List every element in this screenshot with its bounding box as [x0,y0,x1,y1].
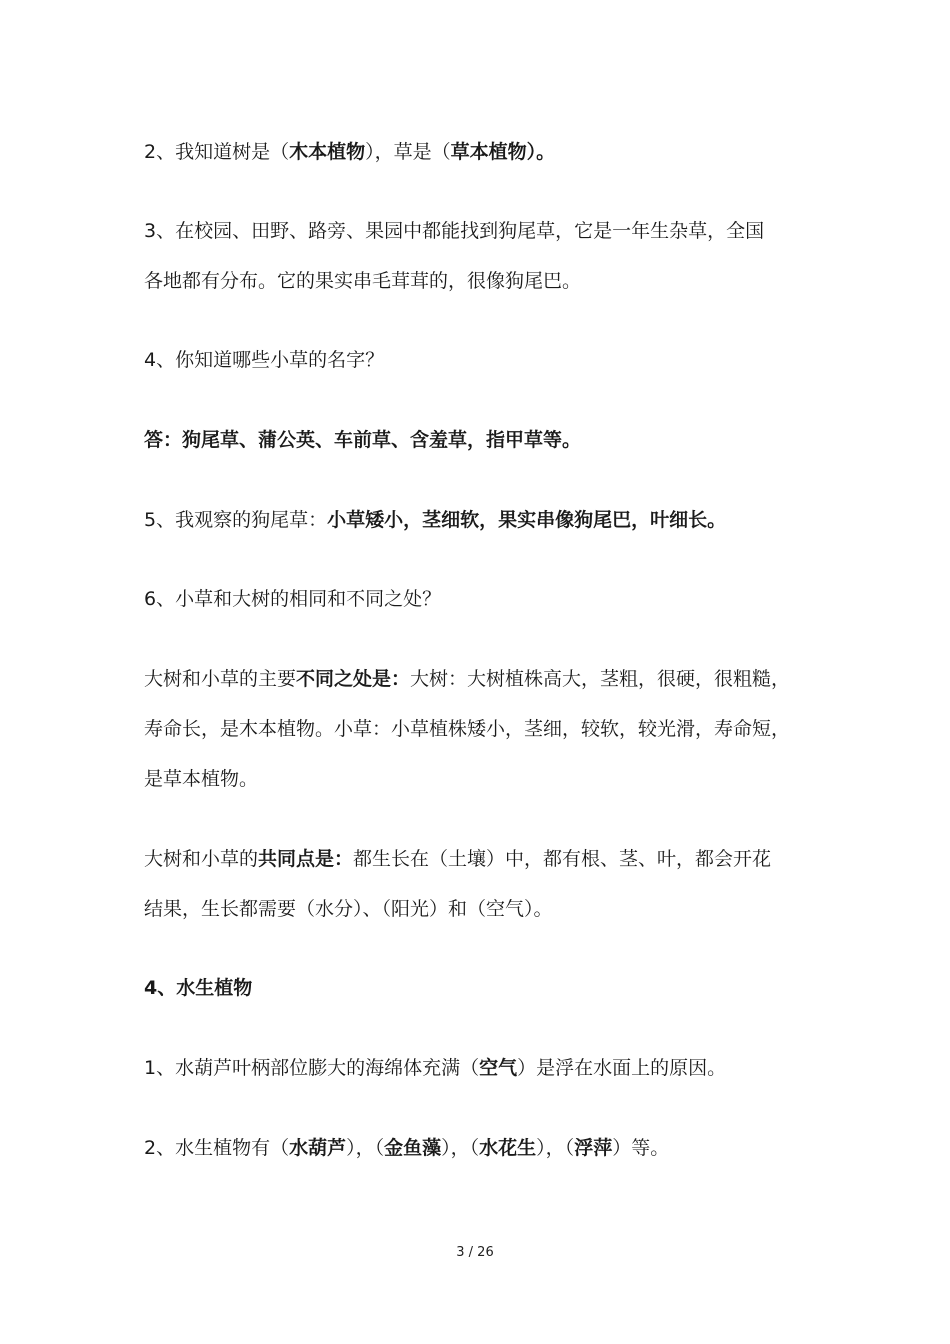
w2-sep-1: ），（ [346,1137,385,1159]
differences-pre: 大树和小草的主要 [144,668,297,690]
q2-answer-woody: 木本植物 [289,141,366,163]
similarities-line-2: 结果，生长都需要（水分）、（阳光）和（空气）。 [144,898,553,920]
q2-text: 2、我知道树是（ [144,141,290,163]
w2-sep-2: ），（ [441,1137,480,1159]
w1-text-post: ）是浮在水面上的原因。 [517,1057,727,1079]
differences-line-1 [144,667,844,691]
w2-answer-4: 浮萍 [574,1137,613,1159]
w1-water-hyacinth [144,1056,844,1080]
similarities-pre: 大树和小草的 [144,848,259,870]
section-heading-aquatic-plants: 4、水生植物 [144,977,253,999]
similarities-label: 共同点是： [258,848,354,870]
q2-text-mid: ），草是（ [365,141,451,163]
q3-line-1: 3、在校园、田野、路旁、果园中都能找到狗尾草，它是一年生杂草，全国 [144,220,765,242]
q2-answer-herbaceous: 草本植物 [450,141,527,163]
differences-line-3: 是草本植物。 [144,768,259,790]
q5-text: 5、我观察的狗尾草： [144,509,328,531]
w2-text: 2、水生植物有（ [144,1137,290,1159]
w2-text-post: ）等。 [612,1137,670,1159]
q2-tree-grass [144,140,844,164]
differences-text: 大树：大树植株高大，茎粗，很硬，很粗糙， [410,668,791,690]
page-number: 3 / 26 [456,1245,494,1260]
w1-answer: 空气 [479,1057,518,1079]
q4-answer: 答：狗尾草、蒲公英、车前草、含羞草，指甲草等。 [144,429,582,451]
w1-text: 1、水葫芦叶柄部位膨大的海绵体充满（ [144,1057,480,1079]
similarities-text: 都生长在（土壤）中，都有根、茎、叶，都会开花 [353,848,772,870]
w2-answer-2: 金鱼藻 [384,1137,442,1159]
q3-line-2: 各地都有分布。它的果实串毛茸茸的，很像狗尾巴。 [144,270,582,292]
q5-answer: 小草矮小，茎细软，果实串像狗尾巴，叶细长。 [327,509,727,531]
similarities-line-1 [144,847,844,871]
w2-answer-1: 水葫芦 [289,1137,347,1159]
w2-aquatic-plants-list [144,1136,844,1160]
differences-line-2: 寿命长，是木本植物。小草：小草植株矮小，茎细，较软，较光滑，寿命短， [144,718,791,740]
w2-answer-3: 水花生 [479,1137,537,1159]
q2-text-post: ）。 [526,141,556,163]
differences-label: 不同之处是： [296,668,411,690]
q5-observe [144,508,844,532]
w2-sep-3: ），（ [536,1137,575,1159]
q4-question: 4、你知道哪些小草的名字？ [144,349,385,371]
q6-question: 6、小草和大树的相同和不同之处？ [144,588,442,610]
